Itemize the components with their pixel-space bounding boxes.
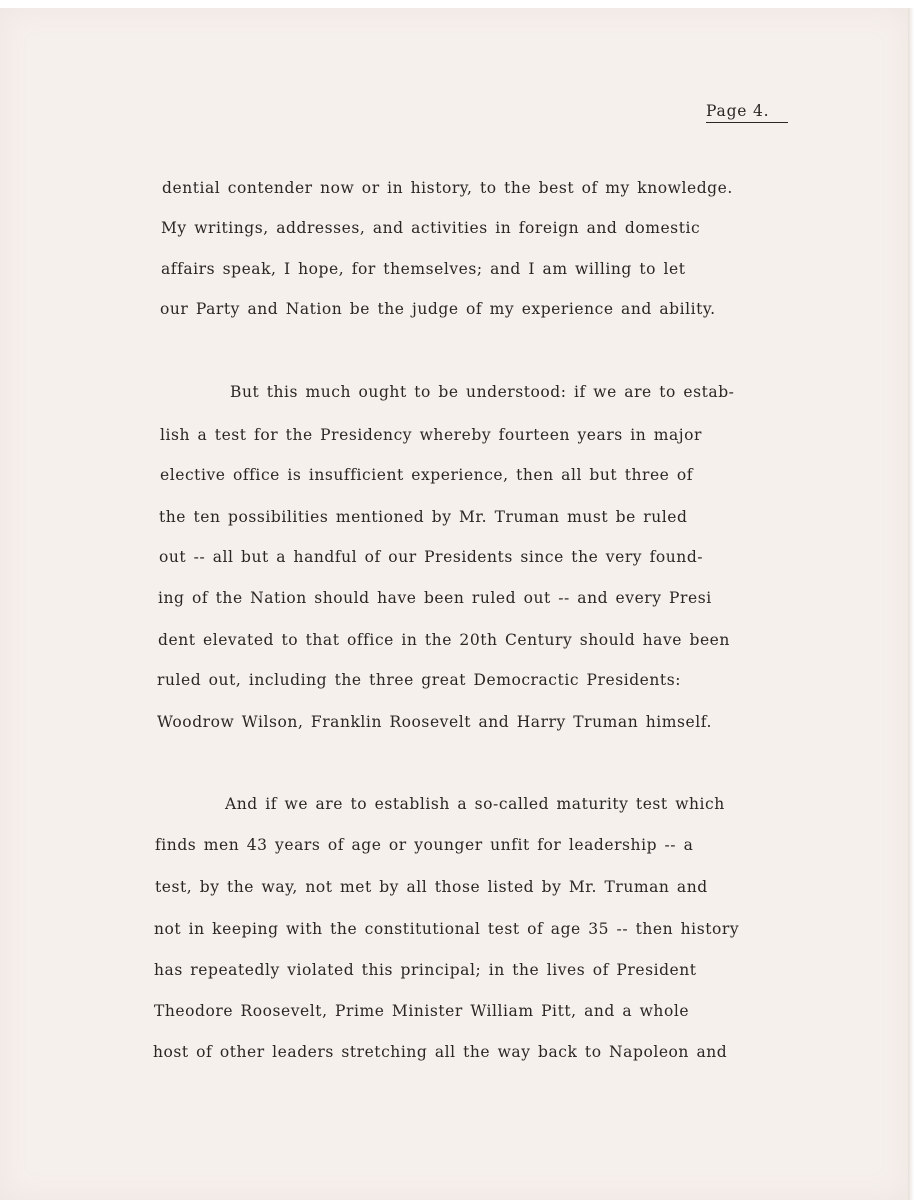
paragraph-2-line-1: But this much ought to be understood: if we are to estab- [230,383,735,401]
paragraph-2-line-8: ruled out, including the three great Democractic Presidents: [157,671,681,689]
paragraph-2-line-5: out -- all but a handful of our Presidents since the very found- [159,548,704,566]
paragraph-3-line-4: not in keeping with the constitutional test of age 35 -- then history [154,920,740,938]
page-number: Page 4. [706,102,788,123]
page-edge-shadow [908,8,914,1200]
paragraph-2-line-9: Woodrow Wilson, Franklin Roosevelt and Harry Truman himself. [157,713,712,731]
document-page [0,8,908,1200]
paragraph-2-line-3: elective office is insufficient experience, then all but three of [160,466,694,484]
paragraph-2-line-7: dent elevated to that office in the 20th Century should have been [158,631,730,649]
paragraph-3-line-5: has repeatedly violated this principal; in the lives of President [154,961,697,979]
paragraph-3-line-1: And if we are to establish a so-called maturity test which [225,795,725,813]
paragraph-2-line-4: the ten possibilities mentioned by Mr. Truman must be ruled [159,508,688,526]
paragraph-2-line-6: ing of the Nation should have been ruled out -- and every Presi [158,589,712,607]
paragraph-3-line-3: test, by the way, not met by all those listed by Mr. Truman and [155,878,708,896]
paragraph-1-line-2: My writings, addresses, and activities in foreign and domestic [161,219,701,237]
paragraph-1-line-4: our Party and Nation be the judge of my experience and ability. [160,300,716,318]
paragraph-1-line-1: dential contender now or in history, to the best of my knowledge. [162,179,733,197]
paragraph-2-line-2: lish a test for the Presidency whereby fourteen years in major [160,426,703,444]
paragraph-1-line-3: affairs speak, I hope, for themselves; and I am willing to let [161,260,686,278]
paragraph-3-line-7: host of other leaders stretching all the way back to Napoleon and [153,1043,728,1061]
paragraph-3-line-6: Theodore Roosevelt, Prime Minister William Pitt, and a whole [154,1002,690,1020]
paragraph-3-line-2: finds men 43 years of age or younger unfit for leadership -- a [155,836,694,854]
